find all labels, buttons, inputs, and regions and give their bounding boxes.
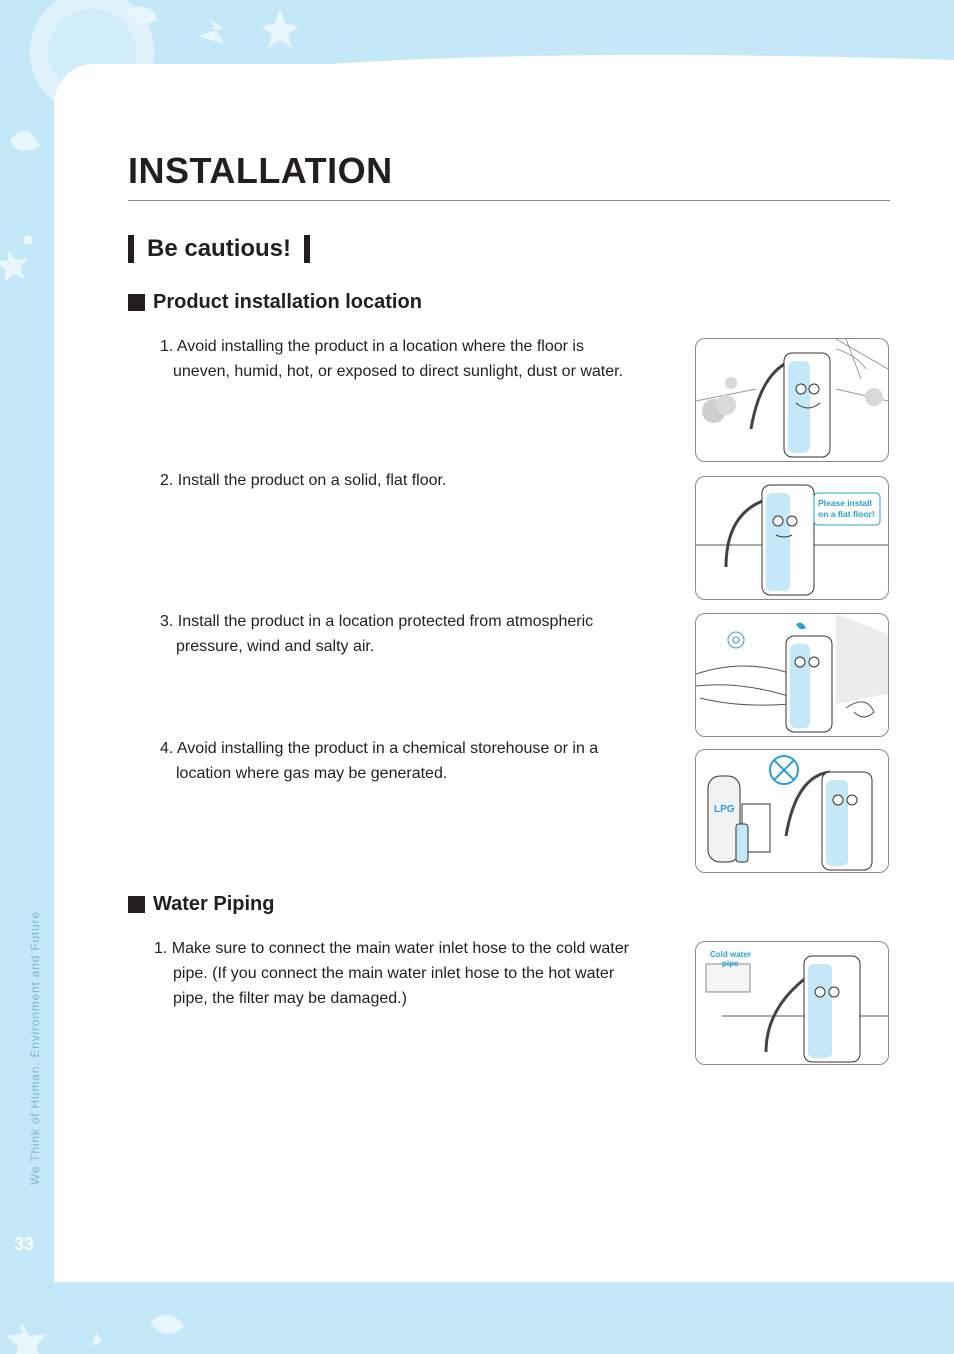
instruction-line: 1. Make sure to connect the main water inlet hose to the cold water: [154, 940, 629, 957]
caution-bar-left: [128, 235, 134, 263]
section-heading-text: Water Piping: [153, 893, 275, 915]
instruction-line: 1. Avoid installing the product in a location where the floor is: [160, 338, 584, 355]
instruction-line: 4. Avoid installing the product in a chemical storehouse or in a: [160, 740, 599, 757]
instruction-line: uneven, humid, hot, or exposed to direct sunlight, dust or water.: [173, 363, 624, 380]
instruction-item: [160, 609, 593, 659]
instruction-line: 2. Install the product on a solid, flat floor.: [160, 472, 447, 489]
instruction-line: pipe, the filter may be damaged.): [173, 990, 407, 1007]
instruction-line: location where gas may be generated.: [176, 765, 448, 782]
square-bullet-icon: [128, 896, 145, 913]
speech-bubble-line: on a flat floor!: [818, 509, 875, 519]
illustration-flat-floor: [695, 476, 889, 600]
pipe-label: Cold water: [710, 950, 751, 959]
instruction-line: pressure, wind and salty air.: [176, 638, 375, 655]
instruction-line: pipe. (If you connect the main water inlet hose to the hot water: [173, 965, 615, 982]
section-heading-water-piping: [128, 893, 274, 916]
decorative-stars-left: [0, 100, 54, 320]
instruction-item: [160, 334, 623, 384]
square-bullet-icon: [128, 294, 145, 311]
page-number: 33: [14, 1234, 35, 1254]
illustration-wind: [695, 613, 889, 737]
caution-bar-right: [304, 235, 310, 263]
section-heading-text: Product installation location: [153, 291, 422, 313]
instruction-item: [160, 736, 598, 786]
instruction-line: 3. Install the product in a location protected from atmospheric: [160, 613, 594, 630]
tank-label: LPG: [714, 804, 735, 815]
illustration-cold-water-pipe: [695, 941, 889, 1065]
instruction-item: [154, 936, 629, 1011]
caution-label: Be cautious!: [147, 235, 292, 262]
title-divider: [128, 200, 890, 201]
illustration-gas: [695, 749, 889, 873]
section-heading-installation-location: [128, 291, 422, 314]
instruction-item: [160, 468, 446, 493]
illustration-bad-location: [695, 338, 889, 462]
caution-heading: [128, 233, 310, 265]
speech-bubble-line: Please install: [818, 498, 872, 508]
page-title: INSTALLATION: [128, 150, 393, 191]
decorative-flowers-bottom: [0, 1282, 954, 1354]
side-tagline: We Think of Human, Environment and Future: [28, 911, 42, 1185]
pipe-label: pipe: [722, 959, 739, 968]
